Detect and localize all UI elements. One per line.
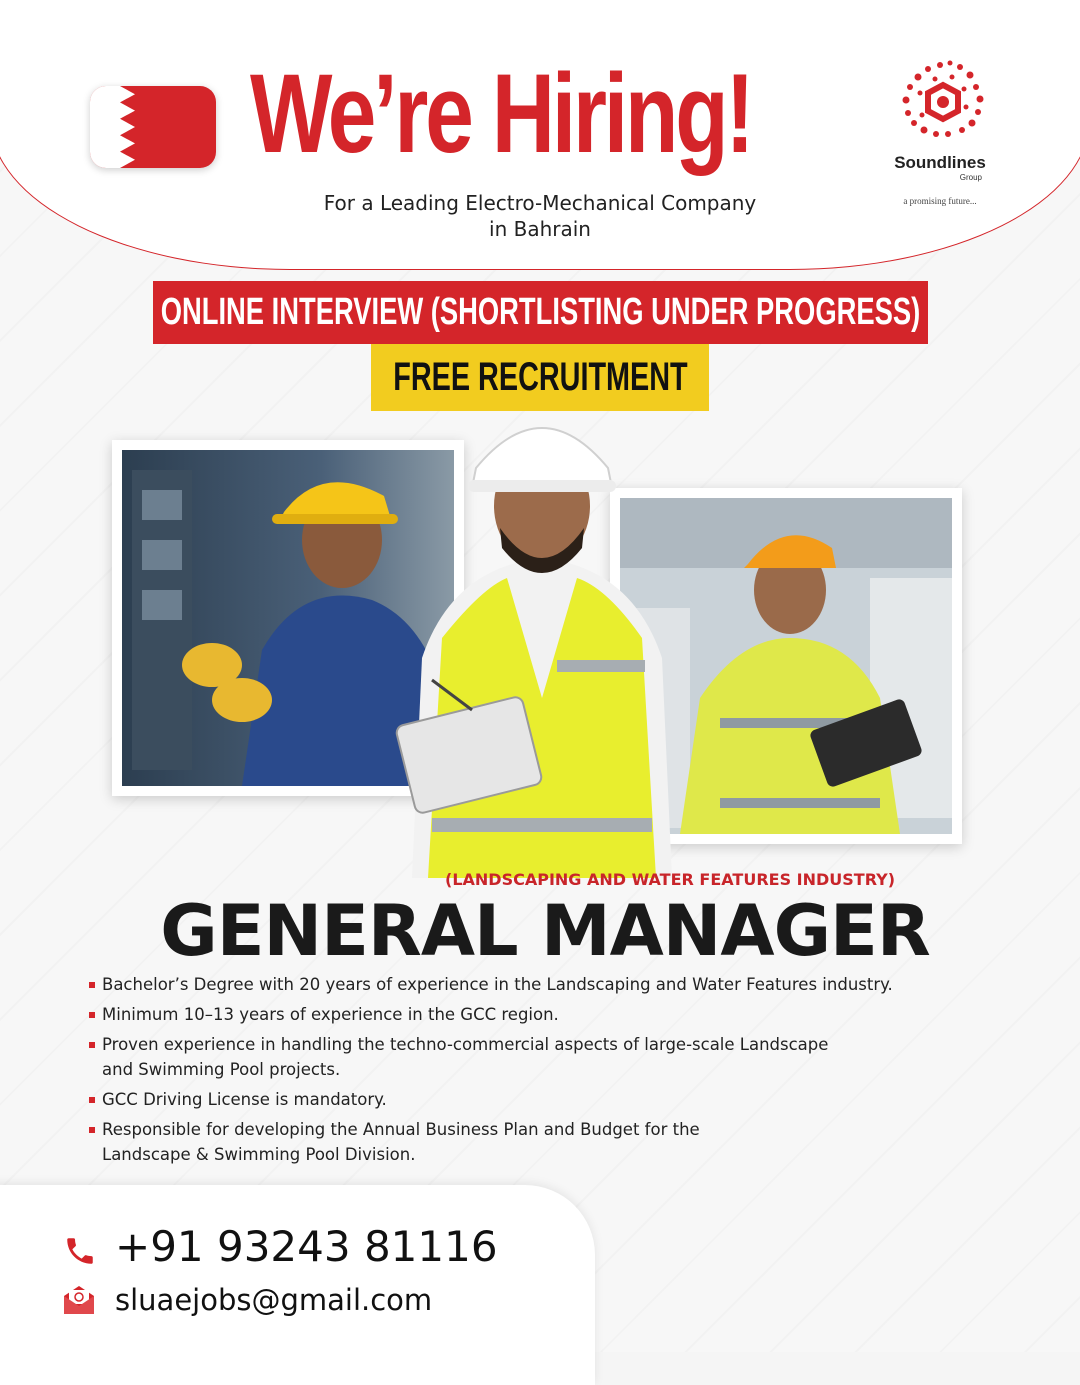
phone-number-link[interactable]: +91 93243 81116 — [115, 1222, 498, 1271]
requirement-item: Minimum 10–13 years of experience in the GCC region. — [88, 1002, 1008, 1027]
job-title: GENERAL MANAGER — [160, 890, 930, 972]
manager-photo — [392, 398, 692, 878]
requirements-list — [88, 972, 1008, 1172]
logo-tagline: a promising future... — [903, 196, 977, 206]
hiring-title: We’re Hiring! — [250, 51, 752, 176]
email-icon — [62, 1284, 96, 1316]
soundlines-logo — [880, 55, 1000, 215]
header-subtitle — [280, 190, 800, 242]
bahrain-flag-icon — [90, 86, 216, 168]
subtitle-line-2: in Bahrain — [489, 217, 591, 241]
requirement-item: GCC Driving License is mandatory. — [88, 1087, 1008, 1112]
industry-label: (LANDSCAPING AND WATER FEATURES INDUSTRY) — [445, 870, 896, 889]
online-interview-banner — [153, 281, 928, 344]
logo-name: Soundlines — [894, 153, 986, 172]
email-link[interactable]: sluaejobs@gmail.com — [115, 1283, 433, 1317]
subtitle-line-1: For a Leading Electro-Mechanical Company — [323, 191, 757, 215]
requirement-item: Proven experience in handling the techno-commercial aspects of large-scale Landscape and Swimming Pool projects. — [88, 1032, 842, 1082]
free-recruitment-text: FREE RECRUITMENT — [392, 355, 688, 399]
requirement-item: Responsible for developing the Annual Business Plan and Budget for the Landscape & Swimming Pool Division. — [88, 1117, 792, 1167]
logo-group: Group — [959, 173, 982, 182]
requirement-item: Bachelor’s Degree with 20 years of experience in the Landscaping and Water Features industry. — [88, 972, 1008, 997]
online-interview-text: ONLINE INTERVIEW (SHORTLISTING UNDER PROGRESS) — [160, 291, 921, 333]
soundlines-logo-icon — [880, 55, 1000, 155]
phone-icon — [63, 1234, 97, 1268]
